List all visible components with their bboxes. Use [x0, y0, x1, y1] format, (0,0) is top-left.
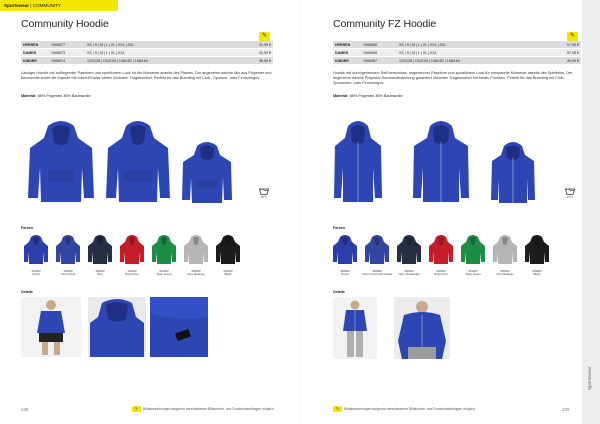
size-list: XS | S | M | L | XL | XXL | 3XL — [85, 41, 245, 49]
color-code: 346000 — [31, 269, 41, 273]
color-swatch[interactable] — [119, 234, 145, 264]
care-wash-icon — [256, 188, 272, 202]
table-row — [21, 41, 273, 49]
row-label: HERREN — [333, 41, 361, 49]
color-caption — [394, 270, 424, 277]
color-code: 950000 — [191, 269, 201, 273]
size-price-table — [21, 41, 273, 65]
table-row — [333, 49, 581, 57]
color-caption — [149, 270, 179, 277]
footer-text: Bildabweichungen aufgrund verschiedener Bildschirm- und Druckeinstellungen möglich. — [344, 407, 476, 411]
color-name: Royal — [341, 272, 349, 277]
article-number: 1906965 — [361, 41, 397, 49]
article-number: 1906874 — [49, 57, 85, 65]
color-name: Black — [224, 272, 232, 277]
color-name: Club Cobolt — [60, 272, 76, 277]
detail-photo-closeup — [150, 297, 208, 357]
size-list: XS | S | M | L | XL | XXL — [85, 49, 245, 57]
price: 57,95 € — [553, 41, 581, 49]
row-label: DAMEN — [21, 49, 49, 57]
color-code: 999000 — [223, 269, 233, 273]
material-value: 65% Polyester 35% Baumwolle — [349, 94, 403, 98]
color-code: 430000 — [436, 269, 446, 273]
row-label: KINDER — [21, 57, 49, 65]
color-caption — [85, 270, 115, 277]
price: 49,95 € — [553, 57, 581, 65]
colors-heading: Farben — [333, 226, 345, 230]
color-swatch[interactable] — [428, 234, 454, 264]
details-heading: Details — [333, 290, 345, 294]
material-label: Material: — [333, 94, 349, 98]
section-name: Sportswear — [4, 3, 30, 8]
table-row — [333, 41, 581, 49]
article-number: 1906873 — [49, 49, 85, 57]
color-code: 390000 — [404, 269, 414, 273]
color-caption — [53, 270, 83, 277]
page-number: 229 — [562, 407, 570, 412]
details-heading: Details — [21, 290, 33, 294]
color-code: 346395 — [63, 269, 73, 273]
price: 41,95 € — [245, 41, 273, 49]
printable-icon: ✎ — [333, 406, 342, 412]
row-label: HERREN — [21, 41, 49, 49]
color-swatch[interactable] — [396, 234, 422, 264]
color-caption — [490, 270, 520, 277]
article-number: 1906967 — [361, 57, 397, 65]
color-swatch[interactable] — [492, 234, 518, 264]
care-label: 40ºC — [260, 195, 268, 199]
color-name: Club Cobolt Club-Kobalt — [362, 272, 393, 277]
color-code: 651000 — [159, 269, 169, 273]
size-list: XS | S | M | L | XL | XXL — [397, 49, 553, 57]
color-caption — [330, 270, 360, 277]
printable-icon: ✎ — [132, 406, 141, 412]
color-caption — [21, 270, 51, 277]
material-line — [21, 94, 90, 98]
detail-photo-front — [394, 297, 450, 359]
color-name: Grey Melange — [187, 272, 205, 277]
printable-icon: ✎ — [567, 32, 578, 41]
row-label: KINDER — [333, 57, 361, 65]
page-number: 228 — [21, 407, 29, 412]
right-page — [300, 0, 600, 424]
article-number: 1906966 — [361, 49, 397, 57]
color-code: 346395 — [372, 269, 382, 273]
size-price-table — [333, 41, 581, 65]
color-name: Navy — [96, 272, 104, 277]
hoodie-herren-image — [26, 118, 96, 204]
printable-icon: ✎ — [259, 32, 270, 41]
material-label: Material: — [21, 94, 37, 98]
section-sidebar — [582, 0, 600, 424]
row-label: DAMEN — [333, 49, 361, 57]
color-name: Team Green — [156, 272, 172, 277]
color-name: Bright Red — [125, 272, 139, 277]
color-caption — [458, 270, 488, 277]
color-swatch[interactable] — [364, 234, 390, 264]
product-description: Lässiger Hoodie mit aufliegender Passform und sportlichem Look für die Momente abseits des Platzes. Der angenehm weiche Mix aus Polyester und Baumwolle sowie die Kapuze mit Mesh-Einsatz bieten höchsten Tragekomfort. Perfekt für das Branding mit Club-, Sponsor- oder Firmenlogos. — [21, 71, 272, 81]
detail-photo-model — [21, 297, 81, 357]
color-swatch[interactable] — [183, 234, 209, 264]
color-caption — [213, 270, 243, 277]
fz-hoodie-herren-image — [333, 118, 383, 204]
care-label: 40ºC — [566, 195, 574, 199]
color-name: Bright Red — [434, 272, 448, 277]
price: 57,95 € — [553, 49, 581, 57]
fz-hoodie-damen-image — [412, 118, 470, 204]
detail-photo-back — [88, 297, 146, 357]
color-code: 390000 — [95, 269, 105, 273]
article-number: 1906877 — [49, 41, 85, 49]
color-code: 950000 — [500, 269, 510, 273]
material-value: 65% Polyester 35% Baumwolle — [37, 94, 91, 98]
product-description: Hoodie mit durchgehendem Reißverschluss, angenehmer Passform und sportlichem Look für entspannte Momente abseits des Spielfelds. Der angenehm weiche Polyester-Baumwollmischung garantiert höchsten Tragekomfort mit bester Funktion. Perfekt für das Branding mit Club-, Sponsoren- oder Firmenlogos. — [333, 71, 573, 86]
color-swatch[interactable] — [460, 234, 486, 264]
fz-hoodie-kinder-image — [490, 140, 536, 204]
colors-heading: Farben — [21, 226, 33, 230]
color-name: Team Green — [465, 272, 481, 277]
hoodie-damen-image — [104, 118, 172, 204]
price: 41,95 € — [245, 49, 273, 57]
color-name: Royal — [32, 272, 40, 277]
material-line — [333, 94, 402, 98]
table-row — [333, 57, 581, 65]
color-caption — [426, 270, 456, 277]
sidebar-label: Sportswear — [587, 366, 592, 390]
color-caption — [522, 270, 552, 277]
size-list: XS | S | M | L | XL | XXL | 3XL — [397, 41, 553, 49]
product-title: Community FZ Hoodie — [333, 18, 437, 30]
care-wash-icon — [562, 188, 578, 202]
size-list: 122/128 | 134/140 | 146/152 | 158/164 — [85, 57, 245, 65]
footer-note — [132, 406, 275, 412]
product-title: Community Hoodie — [21, 18, 109, 30]
price: 39,95 € — [245, 57, 273, 65]
size-list: 122/128 | 134/140 | 146/152 | 158/164 — [397, 57, 553, 65]
table-row — [21, 57, 273, 65]
color-code: 999000 — [532, 269, 542, 273]
color-name: Black — [533, 272, 541, 277]
color-swatch[interactable] — [215, 234, 241, 264]
color-caption — [362, 270, 392, 277]
table-row — [21, 49, 273, 57]
color-code: 651000 — [468, 269, 478, 273]
color-name: Grey Melange — [496, 272, 514, 277]
footer-note — [333, 406, 476, 412]
color-swatch[interactable] — [55, 234, 81, 264]
color-swatch[interactable] — [151, 234, 177, 264]
color-name: Navy Dunkelblau — [398, 272, 420, 277]
color-swatch[interactable] — [524, 234, 550, 264]
detail-photo-model — [333, 297, 377, 359]
color-caption — [117, 270, 147, 277]
subsection-name: COMMUNITY — [32, 3, 62, 8]
color-swatch[interactable] — [23, 234, 49, 264]
footer-text: Bildabweichungen aufgrund verschiedener Bildschirm- und Druckeinstellungen möglich. — [143, 407, 275, 411]
color-code: 430000 — [127, 269, 137, 273]
color-caption — [181, 270, 211, 277]
color-code: 346000 — [340, 269, 350, 273]
color-swatch[interactable] — [332, 234, 358, 264]
hoodie-kinder-image — [180, 140, 234, 204]
section-header: Sportswear | COMMUNITY — [0, 0, 118, 11]
color-swatch[interactable] — [87, 234, 113, 264]
